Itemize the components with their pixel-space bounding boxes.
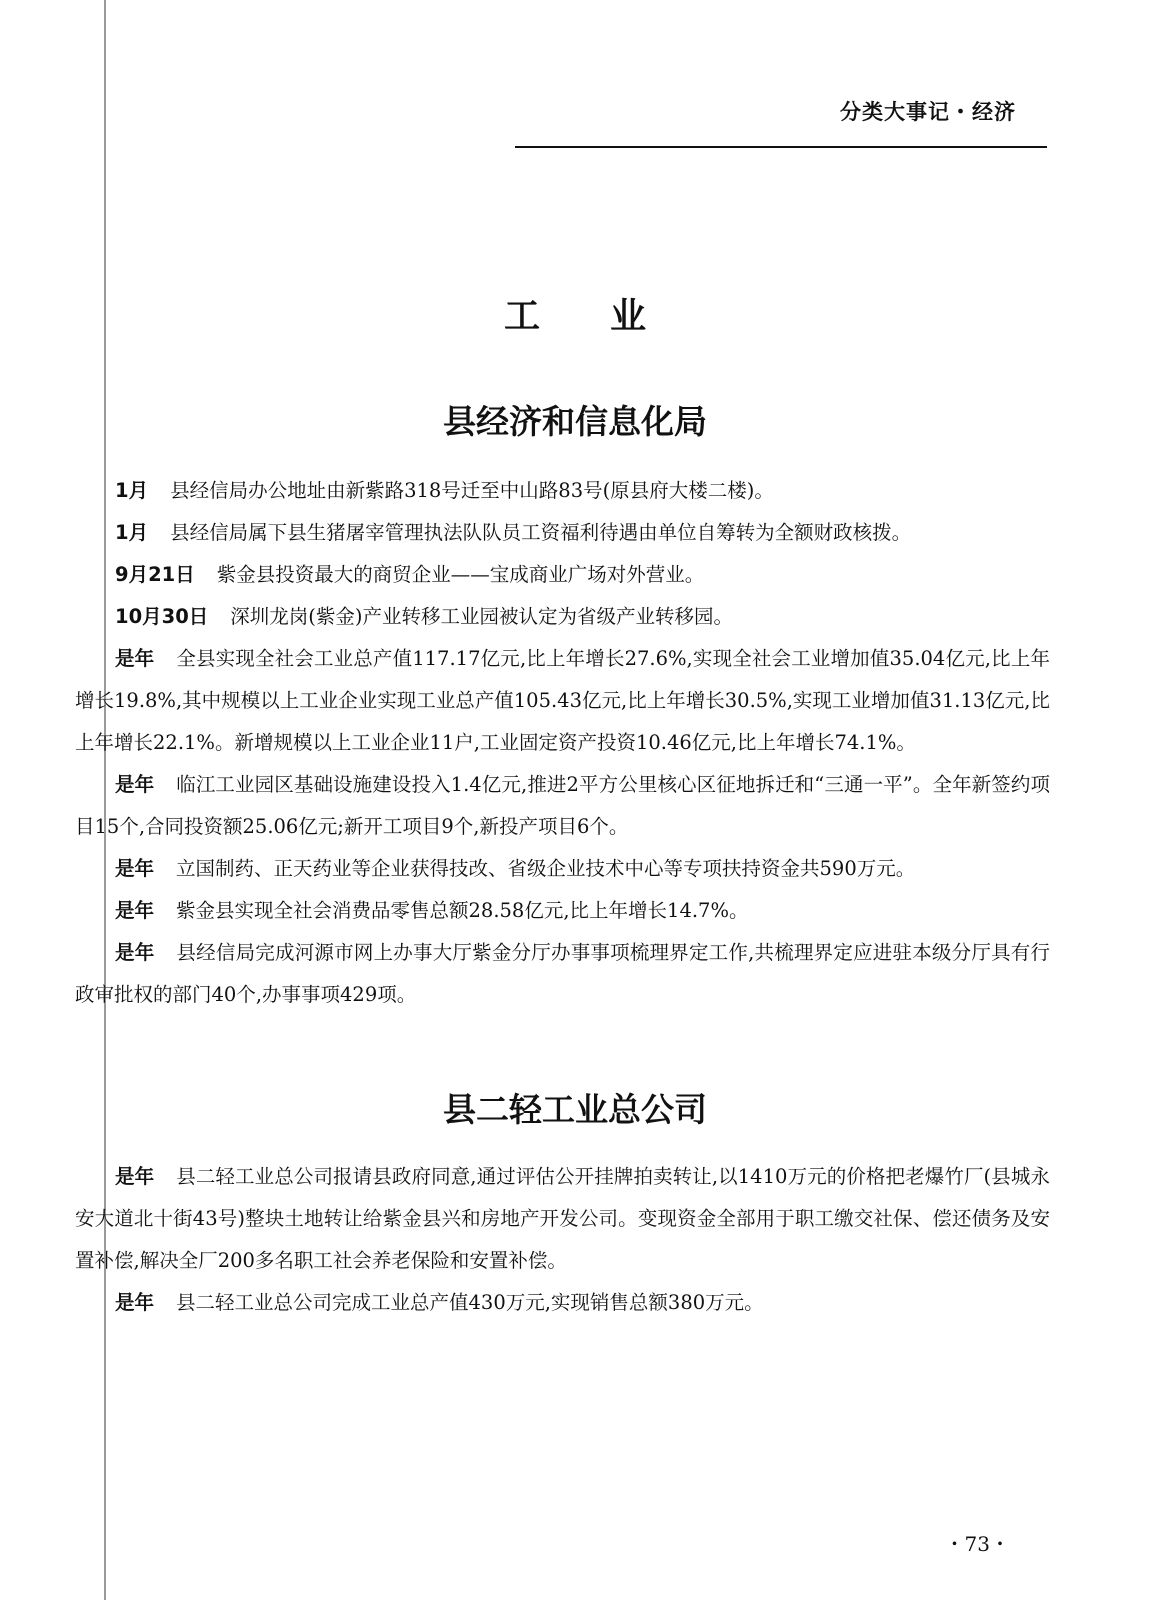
- event-date: 是年: [115, 941, 155, 964]
- event-text: 临江工业园区基础设施建设投入1.4亿元,推进2平方公里核心区征地拆迁和“三通一平”。全年新签约项目15个,合同投资额25.06亿元;新开工项目9个,新投产项目6个。: [75, 773, 1050, 838]
- event-entry: [75, 932, 1050, 1016]
- event-entry: [75, 596, 1050, 638]
- event-text: 县经信局属下县生猪屠宰管理执法队队员工资福利待遇由单位自筹转为全额财政核拨。: [170, 521, 912, 544]
- event-text: 立国制药、正天药业等企业获得技改、省级企业技术中心等专项扶持资金共590万元。: [176, 857, 916, 880]
- event-entry: [75, 470, 1050, 512]
- page-number: ・73・: [944, 1532, 1010, 1556]
- event-date: 9月21日: [115, 563, 195, 586]
- event-date: 10月30日: [115, 605, 209, 628]
- chapter-title: 工业: [503, 295, 716, 337]
- running-head: 分类大事记・经济: [840, 100, 1016, 124]
- event-date: 1月: [115, 479, 149, 502]
- event-entry: [75, 638, 1050, 764]
- event-entry: [75, 554, 1050, 596]
- event-text: 全县实现全社会工业总产值117.17亿元,比上年增长27.6%,实现全社会工业增加值35.04亿元,比上年增长19.8%,其中规模以上工业企业实现工业总产值105.43亿元,比上年增长30.5%,实现工业增加值31.13亿元,比上年增长22.1%。新增规模以上工业企业11户,工业固定资产投资10.46亿元,比上年增长74.1%。: [75, 647, 1050, 754]
- event-date: 是年: [115, 1291, 155, 1314]
- event-entry: [75, 1156, 1050, 1282]
- event-entry: [75, 848, 1050, 890]
- event-date: 是年: [115, 647, 155, 670]
- event-text: 县经信局办公地址由新紫路318号迁至中山路83号(原县府大楼二楼)。: [170, 479, 774, 502]
- event-date: 是年: [115, 1165, 155, 1188]
- event-date: 是年: [115, 899, 155, 922]
- section-title-economy-bureau: 县经济和信息化局: [443, 402, 707, 441]
- light-industry-entries: [75, 1156, 1050, 1324]
- economy-bureau-entries: [75, 470, 1050, 1016]
- event-text: 深圳龙岗(紫金)产业转移工业园被认定为省级产业转移园。: [230, 605, 733, 628]
- event-text: 县二轻工业总公司报请县政府同意,通过评估公开挂牌拍卖转让,以1410万元的价格把老爆竹厂(县城永安大道北十街43号)整块土地转让给紫金县兴和房地产开发公司。变现资金全部用于职工缴交社保、偿还债务及安置补偿,解决全厂200多名职工社会养老保险和安置补偿。: [75, 1165, 1050, 1272]
- event-text: 县经信局完成河源市网上办事大厅紫金分厅办事事项梳理界定工作,共梳理界定应进驻本级分厅具有行政审批权的部门40个,办事事项429项。: [75, 941, 1050, 1006]
- header-rule: [515, 146, 1047, 148]
- section-title-light-industry: 县二轻工业总公司: [443, 1090, 707, 1129]
- event-text: 紫金县投资最大的商贸企业——宝成商业广场对外营业。: [216, 563, 705, 586]
- event-entry: [75, 512, 1050, 554]
- event-date: 是年: [115, 773, 155, 796]
- event-date: 1月: [115, 521, 149, 544]
- event-text: 县二轻工业总公司完成工业总产值430万元,实现销售总额380万元。: [176, 1291, 764, 1314]
- event-entry: [75, 1282, 1050, 1324]
- event-entry: [75, 764, 1050, 848]
- event-date: 是年: [115, 857, 155, 880]
- event-text: 紫金县实现全社会消费品零售总额28.58亿元,比上年增长14.7%。: [176, 899, 749, 922]
- event-entry: [75, 890, 1050, 932]
